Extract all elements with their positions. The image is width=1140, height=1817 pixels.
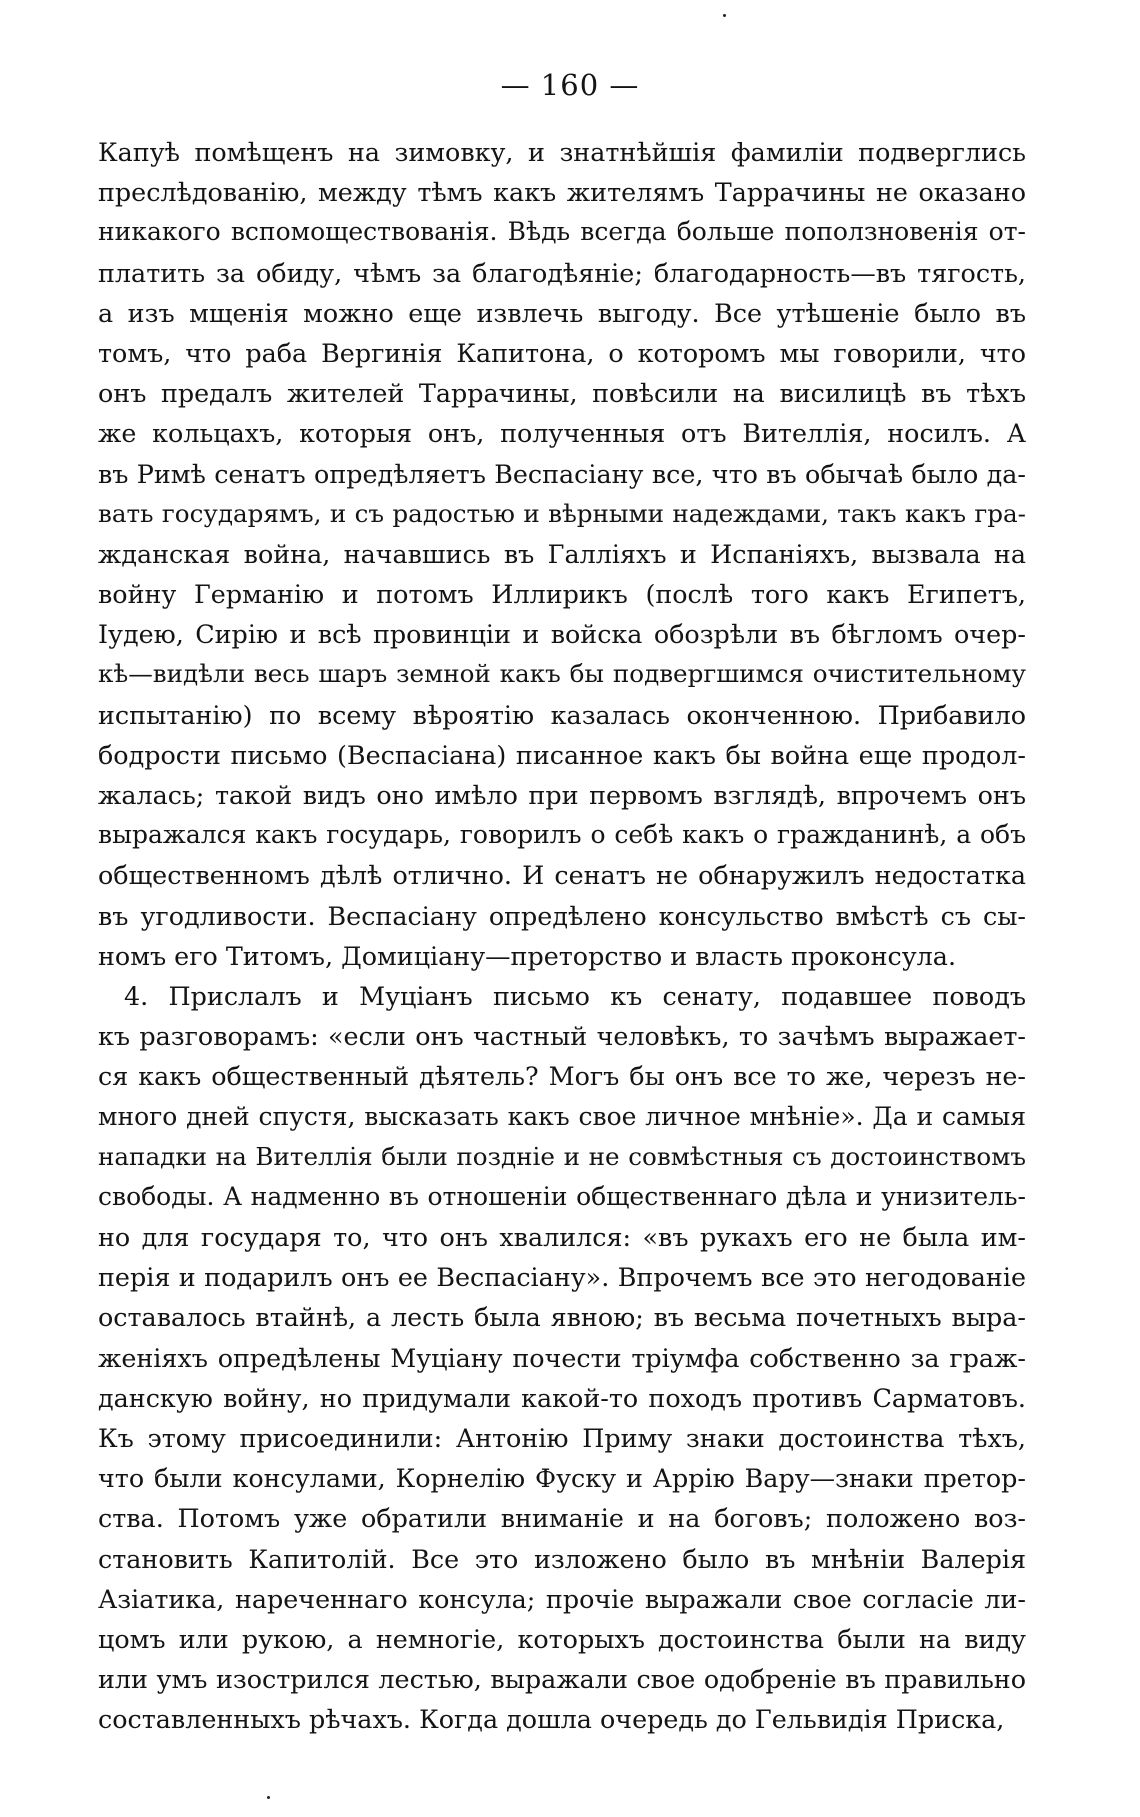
text-line: Іудею, Сирію и всѣ провинціи и войска обозрѣли въ бѣгломъ очер-	[98, 619, 1026, 650]
text-line: становить Капитолій. Все это изложено было въ мнѣніи Валерія	[98, 1543, 1026, 1574]
text-line: войну Германію и потомъ Иллирикъ (послѣ того какъ Египетъ,	[98, 579, 1026, 610]
body-text	[98, 132, 1026, 1740]
text-line: 4. Прислалъ и Муціанъ письмо къ сенату, подавшее поводъ	[124, 980, 1026, 1011]
text-line: перія и подарилъ онъ ее Веспасіану». Впрочемъ все это негодованіе	[98, 1262, 1026, 1293]
text-line: томъ, что раба Вергинія Капитона, о которомъ мы говорили, что	[98, 337, 1026, 368]
text-line: въ угодливости. Веспасіану опредѣлено консульство вмѣстѣ съ сы-	[98, 900, 1026, 931]
text-line: преслѣдованію, между тѣмъ какъ жителямъ Таррачины не оказано	[98, 177, 1026, 208]
text-line: платить за обиду, чѣмъ за благодѣяніе; благодарность—въ тягость,	[98, 257, 1026, 288]
text-line: нападки на Вителлія были поздніе и не совмѣстныя съ достоинствомъ	[98, 1141, 1026, 1171]
text-line: свободы. А надменно въ отношеніи общественнаго дѣла и унизитель-	[98, 1181, 1026, 1211]
text-line: ся какъ общественный дѣятель? Могъ бы онъ все то же, черезъ не-	[98, 1061, 1026, 1092]
text-line: или умъ изострился лестью, выражали свое одобреніе въ правильно	[98, 1664, 1026, 1695]
text-line: что были консулами, Корнелію Фуску и Аррію Вару—знаки претор-	[98, 1463, 1026, 1494]
text-line: къ разговорамъ: «если онъ частный человѣкъ, то зачѣмъ выражает-	[98, 1021, 1026, 1052]
text-line: Капуѣ помѣщенъ на зимовку, и знатнѣйшія фамиліи подверглись	[98, 137, 1026, 167]
text-line: общественномъ дѣлѣ отлично. И сенатъ не обнаружилъ недостатка	[98, 860, 1026, 891]
text-line: номъ его Титомъ, Домиціану—преторство и власть проконсула.	[98, 940, 957, 971]
text-line: въ Римѣ сенатъ опредѣляетъ Веспасіану все, что въ обычаѣ было да-	[98, 458, 1026, 489]
text-line: Азіатика, нареченнаго консула; прочіе выражали свое согласіе ли-	[98, 1583, 1026, 1614]
text-line: женіяхъ опредѣлены Муціану почести тріумфа собственно за граж-	[98, 1342, 1026, 1373]
text-line: ства. Потомъ уже обратили вниманіе и на боговъ; положено воз-	[98, 1503, 1026, 1534]
text-line: данскую войну, но придумали какой-то походъ противъ Сарматовъ.	[98, 1382, 1026, 1413]
text-line: жданская война, начавшись въ Галліяхъ и Испаніяхъ, вызвала на	[98, 538, 1026, 569]
text-line: оставалось втайнѣ, а лесть была явною; въ весьма почетныхъ выра-	[98, 1302, 1026, 1333]
text-line: а изъ мщенія можно еще извлечь выгоду. Все утѣшеніе было въ	[98, 297, 1026, 328]
text-line: онъ предалъ жителей Таррачины, повѣсили на висилицѣ въ тѣхъ	[98, 378, 1026, 409]
text-line: много дней спустя, высказать какъ свое личное мнѣніе». Да и самыя	[98, 1101, 1026, 1131]
paragraph	[98, 976, 1026, 1740]
text-line: никакого вспомоществованія. Вѣдь всегда больше поползновенія от-	[98, 217, 1026, 247]
text-line: жалась; такой видъ оно имѣло при первомъ взглядѣ, впрочемъ онъ	[98, 780, 1026, 810]
paper-speck	[267, 1796, 270, 1799]
text-line: но для государя то, что онъ хвалился: «въ рукахъ его не была им-	[98, 1222, 1026, 1253]
text-line: выражался какъ государь, говорилъ о себѣ какъ о гражданинѣ, а объ	[98, 820, 1026, 850]
text-line: же кольцахъ, которыя онъ, полученныя отъ Вителлія, носилъ. А	[98, 418, 1026, 449]
text-line: составленныхъ рѣчахъ. Когда дошла очередь до Гельвидія Приска,	[98, 1704, 1005, 1735]
text-line: Къ этому присоединили: Антонію Приму знаки достоинства тѣхъ,	[98, 1423, 1026, 1453]
text-line: кѣ—видѣли весь шаръ земной какъ бы подвергшимся очистительному	[98, 659, 1026, 689]
paragraph	[98, 132, 1026, 976]
text-line: бодрости письмо (Веспасіана) писанное какъ бы война еще продол-	[98, 739, 1026, 770]
text-line: цомъ или рукою, а немногіе, которыхъ достоинства были на виду	[98, 1623, 1026, 1654]
paper-speck	[723, 14, 726, 17]
text-line: вать государямъ, и съ радостью и вѣрными надеждами, такъ какъ гра-	[98, 498, 1026, 528]
text-line: испытанію) по всему вѣроятію казалась оконченною. Прибавило	[98, 699, 1026, 730]
page-number: — 160 —	[500, 68, 640, 102]
